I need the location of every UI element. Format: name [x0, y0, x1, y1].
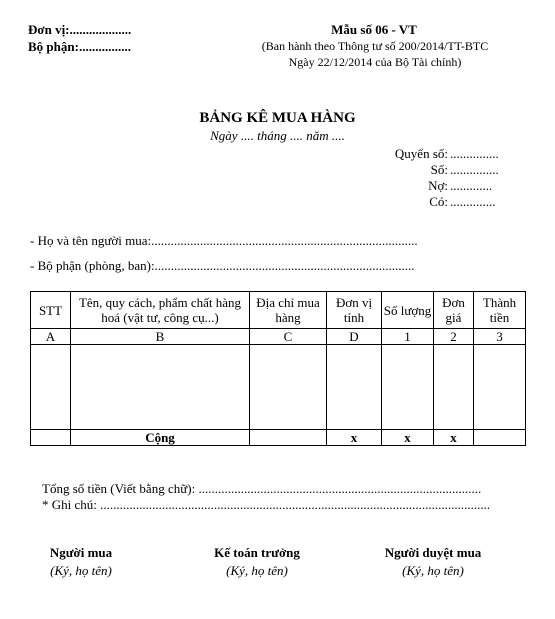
header-stt: STT	[31, 292, 71, 329]
header-unit: Đơn vị tính	[327, 292, 382, 329]
unit-field: Đơn vị:...................	[28, 22, 132, 37]
signature-buyer	[6, 545, 156, 579]
signature-chief-accountant	[182, 545, 332, 579]
index-cell: 1	[382, 329, 434, 345]
debit-row	[380, 178, 510, 194]
book-number-label: Quyển số:	[394, 146, 448, 161]
signature-subtitle: (Ký, họ tên)	[402, 563, 464, 578]
signature-approver	[358, 545, 508, 579]
book-number-row	[380, 146, 510, 162]
department-field: Bộ phận:................	[28, 39, 131, 54]
voucher-number-dots: ...............	[450, 162, 499, 177]
index-cell: A	[31, 329, 71, 345]
buyer-department-line: - Bộ phận (phòng, ban):................................................................................	[30, 258, 415, 273]
voucher-number-label: Số:	[430, 162, 448, 177]
table-body-row	[31, 345, 526, 430]
debit-label: Nợ:	[428, 178, 448, 193]
index-cell: C	[250, 329, 327, 345]
signature-title: Người mua	[49, 545, 113, 560]
document-title: BẢNG KÊ MUA HÀNG	[199, 110, 356, 126]
total-cell: x	[327, 430, 382, 446]
body-cell	[327, 345, 382, 430]
header-address: Địa chỉ mua hàng	[250, 292, 327, 329]
total-in-words-line: Tổng số tiền (Viết bằng chữ): .......................................................................................	[42, 481, 482, 496]
header-unit-price: Đơn giá	[434, 292, 474, 329]
total-cell: x	[382, 430, 434, 446]
buyer-name-line: - Họ và tên người mua:..................................................................................	[30, 233, 418, 248]
purchase-table	[30, 291, 526, 446]
note-line: * Ghi chú: ........................................................................................................................	[42, 497, 491, 512]
credit-row	[380, 194, 510, 210]
signature-title: Người duyệt mua	[384, 545, 482, 560]
form-number: Mẫu số 06 - VT	[331, 22, 417, 37]
index-cell: D	[327, 329, 382, 345]
form-issued-date: Ngày 22/12/2014 của Bộ Tài chính)	[288, 55, 462, 69]
header-amount: Thành tiền	[474, 292, 526, 329]
body-cell	[71, 345, 250, 430]
credit-dots: ..............	[450, 194, 496, 209]
body-cell	[250, 345, 327, 430]
header-quantity: Số lượng	[382, 292, 434, 329]
total-cell: x	[434, 430, 474, 446]
body-cell	[382, 345, 434, 430]
total-cell	[474, 430, 526, 446]
voucher-number-row	[380, 162, 510, 178]
table-total-row	[31, 430, 526, 446]
book-number-dots: ...............	[450, 146, 499, 161]
debit-dots: .............	[450, 178, 493, 193]
signature-subtitle: (Ký, họ tên)	[226, 563, 288, 578]
index-cell: 3	[474, 329, 526, 345]
credit-label: Có:	[429, 194, 448, 209]
index-cell: 2	[434, 329, 474, 345]
signature-title: Kế toán trưởng	[214, 545, 300, 560]
header-item-name: Tên, quy cách, phẩm chất hàng hoá (vật tư, công cụ...)	[71, 292, 250, 329]
table-header-row	[31, 292, 526, 329]
total-cell	[31, 430, 71, 446]
body-cell	[474, 345, 526, 430]
body-cell	[31, 345, 71, 430]
total-label: Cộng	[71, 430, 250, 446]
table-index-row	[31, 329, 526, 345]
body-cell	[434, 345, 474, 430]
document-date: Ngày .... tháng .... năm ....	[210, 128, 345, 143]
total-cell	[250, 430, 327, 446]
signature-subtitle: (Ký, họ tên)	[50, 563, 112, 578]
form-issued-by: (Ban hành theo Thông tư số 200/2014/TT-BTC	[261, 39, 489, 53]
index-cell: B	[71, 329, 250, 345]
